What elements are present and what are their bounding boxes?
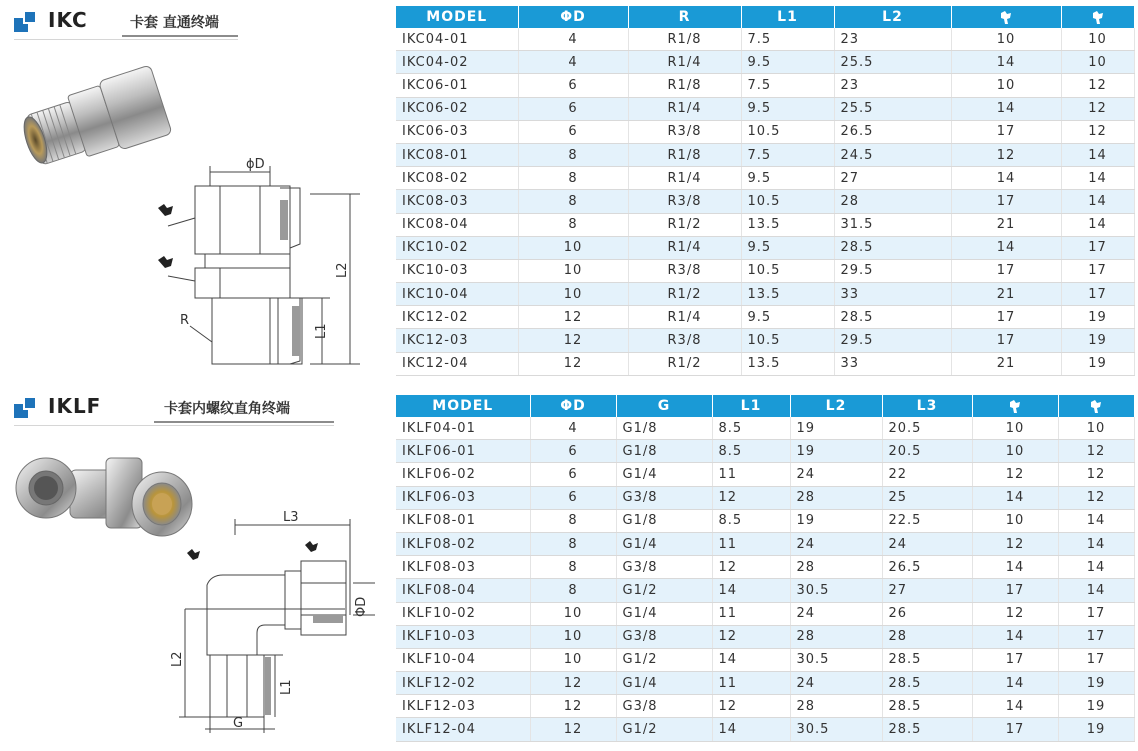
iklf-section-header	[14, 392, 334, 422]
table-cell: 12	[530, 672, 616, 695]
iklf-header-model: MODEL	[396, 395, 530, 417]
brand-square-icon	[14, 10, 36, 32]
table-cell: R3/8	[628, 190, 741, 213]
table-cell: 4	[518, 28, 628, 51]
table-row	[396, 532, 1134, 555]
table-cell: 24	[882, 532, 972, 555]
table-cell: 12	[1058, 440, 1134, 463]
iklf-l2-label: L2	[170, 651, 185, 667]
table-cell: 10	[518, 236, 628, 259]
table-cell: 19	[1061, 306, 1134, 329]
table-row	[396, 352, 1134, 375]
table-cell: 17	[972, 579, 1058, 602]
table-cell: 8	[518, 213, 628, 236]
table-cell: 10	[530, 648, 616, 671]
table-cell: 19	[790, 440, 882, 463]
table-cell: G3/8	[616, 625, 712, 648]
table-cell: 12	[518, 329, 628, 352]
table-cell: G1/4	[616, 532, 712, 555]
wrench-icon	[305, 541, 318, 552]
table-cell: 6	[530, 463, 616, 486]
table-row	[396, 463, 1134, 486]
table-cell: 14	[1061, 167, 1134, 190]
iklf-header-g: G	[616, 395, 712, 417]
table-cell: IKC08-01	[396, 143, 518, 166]
table-cell: 26.5	[834, 120, 951, 143]
table-cell: 14	[972, 556, 1058, 579]
table-cell: IKLF08-01	[396, 509, 530, 532]
table-cell: IKLF12-04	[396, 718, 530, 741]
table-cell: 10	[951, 28, 1061, 51]
table-row	[396, 236, 1134, 259]
table-cell: 10	[1058, 417, 1134, 440]
iklf-header-phid: ΦD	[530, 395, 616, 417]
table-cell: 19	[1058, 672, 1134, 695]
table-cell: 11	[712, 463, 790, 486]
table-cell: 10	[530, 625, 616, 648]
table-row	[396, 190, 1134, 213]
table-cell: G1/2	[616, 648, 712, 671]
table-cell: 11	[712, 602, 790, 625]
table-row	[396, 283, 1134, 306]
table-cell: 12	[712, 625, 790, 648]
table-cell: 8	[518, 190, 628, 213]
table-cell: 28	[790, 695, 882, 718]
table-cell: 26.5	[882, 556, 972, 579]
table-cell: 21	[951, 352, 1061, 375]
table-cell: 14	[951, 51, 1061, 74]
table-row	[396, 509, 1134, 532]
table-cell: 22.5	[882, 509, 972, 532]
table-cell: G1/4	[616, 602, 712, 625]
table-cell: 9.5	[741, 306, 834, 329]
table-cell: 14	[951, 236, 1061, 259]
table-cell: 10	[518, 259, 628, 282]
table-row	[396, 579, 1134, 602]
table-cell: G1/4	[616, 463, 712, 486]
iklf-spec-table	[396, 395, 1135, 742]
table-row	[396, 648, 1134, 671]
table-row	[396, 213, 1134, 236]
table-cell: 10.5	[741, 329, 834, 352]
table-cell: G1/8	[616, 440, 712, 463]
table-cell: 12	[530, 695, 616, 718]
table-cell: 24	[790, 602, 882, 625]
ikc-model-code: IKC	[48, 8, 88, 32]
table-cell: 10	[972, 440, 1058, 463]
table-cell: 14	[1058, 509, 1134, 532]
table-cell: IKLF06-03	[396, 486, 530, 509]
table-cell: 17	[1058, 602, 1134, 625]
wrench-icon	[1090, 9, 1106, 25]
table-cell: 24.5	[834, 143, 951, 166]
table-cell: 25.5	[834, 51, 951, 74]
table-row	[396, 602, 1134, 625]
table-cell: 14	[972, 695, 1058, 718]
table-cell: IKLF08-03	[396, 556, 530, 579]
table-cell: 14	[1061, 213, 1134, 236]
table-cell: 19	[1058, 695, 1134, 718]
table-row	[396, 74, 1134, 97]
table-cell: 12	[951, 143, 1061, 166]
ikc-spec-table	[396, 6, 1135, 376]
table-cell: 12	[530, 718, 616, 741]
table-cell: 28.5	[882, 718, 972, 741]
table-cell: 28.5	[882, 648, 972, 671]
table-cell: 12	[712, 695, 790, 718]
table-cell: 30.5	[790, 579, 882, 602]
wrench-icon	[1088, 398, 1104, 414]
table-cell: 25	[882, 486, 972, 509]
wrench-icon	[187, 549, 200, 560]
table-cell: 19	[1061, 329, 1134, 352]
table-cell: IKC12-03	[396, 329, 518, 352]
table-row	[396, 672, 1134, 695]
table-cell: 12	[518, 352, 628, 375]
table-cell: IKC08-02	[396, 167, 518, 190]
table-cell: R1/4	[628, 236, 741, 259]
table-cell: 12	[1061, 120, 1134, 143]
table-cell: 6	[530, 486, 616, 509]
table-cell: 8	[518, 143, 628, 166]
table-cell: G1/8	[616, 417, 712, 440]
table-cell: IKLF10-03	[396, 625, 530, 648]
table-cell: 9.5	[741, 167, 834, 190]
table-cell: IKC12-04	[396, 352, 518, 375]
table-row	[396, 167, 1134, 190]
table-row	[396, 556, 1134, 579]
table-cell: 8	[530, 556, 616, 579]
table-cell: 28.5	[882, 695, 972, 718]
wrench-icon	[1007, 398, 1023, 414]
table-cell: 17	[951, 329, 1061, 352]
table-cell: 4	[530, 417, 616, 440]
table-cell: 14	[972, 625, 1058, 648]
table-cell: 14	[712, 579, 790, 602]
ikc-header-r: R	[628, 6, 741, 28]
table-cell: 8	[518, 167, 628, 190]
table-cell: 9.5	[741, 97, 834, 120]
table-cell: 17	[951, 190, 1061, 213]
table-cell: 4	[518, 51, 628, 74]
table-cell: 8	[530, 509, 616, 532]
table-cell: 12	[972, 532, 1058, 555]
table-cell: 14	[951, 167, 1061, 190]
table-cell: R3/8	[628, 329, 741, 352]
ikc-header-l2: L2	[834, 6, 951, 28]
table-cell: 10.5	[741, 190, 834, 213]
table-cell: R1/8	[628, 74, 741, 97]
table-cell: 12	[972, 602, 1058, 625]
ikc-l1-label: L1	[314, 323, 329, 339]
table-cell: IKC04-02	[396, 51, 518, 74]
table-cell: 7.5	[741, 143, 834, 166]
table-cell: 28	[790, 625, 882, 648]
table-row	[396, 718, 1134, 741]
brand-square-icon	[14, 396, 36, 418]
table-cell: 10	[972, 509, 1058, 532]
table-cell: R1/4	[628, 97, 741, 120]
table-cell: 22	[882, 463, 972, 486]
ikc-header-phid: ΦD	[518, 6, 628, 28]
table-cell: 10	[1061, 28, 1134, 51]
table-cell: 8	[530, 579, 616, 602]
table-cell: 27	[882, 579, 972, 602]
table-cell: R1/8	[628, 28, 741, 51]
table-cell: R1/2	[628, 352, 741, 375]
table-cell: 14	[712, 718, 790, 741]
table-cell: IKLF12-03	[396, 695, 530, 718]
table-cell: 20.5	[882, 417, 972, 440]
iklf-header-wrench-1	[972, 395, 1058, 417]
table-row	[396, 51, 1134, 74]
table-cell: 12	[1058, 463, 1134, 486]
ikc-header-wrench-2	[1061, 6, 1134, 28]
table-cell: IKC06-02	[396, 97, 518, 120]
table-cell: 8.5	[712, 417, 790, 440]
table-cell: IKLF08-04	[396, 579, 530, 602]
table-cell: 8	[530, 532, 616, 555]
table-cell: 17	[1058, 648, 1134, 671]
table-cell: 26	[882, 602, 972, 625]
iklf-title: 卡套内螺纹直角终端	[164, 401, 290, 417]
table-cell: 14	[1061, 143, 1134, 166]
table-row	[396, 259, 1134, 282]
iklf-model-code: IKLF	[48, 394, 102, 418]
table-cell: 21	[951, 283, 1061, 306]
wrench-icon	[158, 204, 173, 216]
table-cell: 23	[834, 74, 951, 97]
table-row	[396, 120, 1134, 143]
table-cell: 29.5	[834, 259, 951, 282]
table-cell: 17	[951, 259, 1061, 282]
table-cell: 24	[790, 672, 882, 695]
table-cell: 10	[518, 283, 628, 306]
table-cell: 13.5	[741, 283, 834, 306]
table-cell: 28	[834, 190, 951, 213]
iklf-header-l1: L1	[712, 395, 790, 417]
table-cell: 30.5	[790, 718, 882, 741]
table-cell: 17	[972, 718, 1058, 741]
iklf-header-l3: L3	[882, 395, 972, 417]
table-cell: G1/2	[616, 718, 712, 741]
table-cell: 20.5	[882, 440, 972, 463]
table-cell: 14	[1058, 579, 1134, 602]
table-cell: R1/4	[628, 51, 741, 74]
table-cell: IKC08-03	[396, 190, 518, 213]
table-cell: 14	[712, 648, 790, 671]
table-cell: 9.5	[741, 51, 834, 74]
table-cell: G1/8	[616, 509, 712, 532]
table-cell: 14	[1061, 190, 1134, 213]
table-cell: 17	[951, 306, 1061, 329]
table-cell: 12	[712, 486, 790, 509]
table-cell: 19	[790, 509, 882, 532]
table-cell: 10	[1061, 51, 1134, 74]
wrench-icon	[998, 9, 1014, 25]
table-cell: IKLF06-01	[396, 440, 530, 463]
table-cell: 17	[951, 120, 1061, 143]
table-cell: 33	[834, 352, 951, 375]
iklf-phid-label: ΦD	[354, 596, 369, 617]
table-cell: 29.5	[834, 329, 951, 352]
iklf-l1-label: L1	[279, 679, 294, 695]
table-cell: 12	[1061, 97, 1134, 120]
table-cell: 30.5	[790, 648, 882, 671]
table-cell: 17	[972, 648, 1058, 671]
table-cell: G1/2	[616, 579, 712, 602]
table-row	[396, 329, 1134, 352]
table-cell: IKC06-03	[396, 120, 518, 143]
table-cell: IKC10-04	[396, 283, 518, 306]
table-row	[396, 625, 1134, 648]
table-cell: IKC04-01	[396, 28, 518, 51]
table-cell: 19	[790, 417, 882, 440]
table-cell: 33	[834, 283, 951, 306]
table-cell: R3/8	[628, 259, 741, 282]
table-cell: R1/2	[628, 283, 741, 306]
iklf-g-label: G	[233, 716, 244, 731]
table-cell: IKLF10-02	[396, 602, 530, 625]
table-cell: 14	[1058, 532, 1134, 555]
table-cell: 17	[1061, 236, 1134, 259]
ikc-title: 卡套 直通终端	[130, 15, 219, 31]
iklf-header-l2: L2	[790, 395, 882, 417]
table-cell: 28	[882, 625, 972, 648]
table-cell: R1/2	[628, 213, 741, 236]
table-cell: 12	[1058, 486, 1134, 509]
table-row	[396, 28, 1134, 51]
table-cell: 19	[1061, 352, 1134, 375]
table-cell: 9.5	[741, 236, 834, 259]
table-cell: R1/4	[628, 306, 741, 329]
table-cell: 27	[834, 167, 951, 190]
table-cell: 28	[790, 556, 882, 579]
table-cell: 10.5	[741, 120, 834, 143]
table-cell: 24	[790, 532, 882, 555]
table-cell: IKLF08-02	[396, 532, 530, 555]
table-cell: R1/4	[628, 167, 741, 190]
table-cell: 10	[972, 417, 1058, 440]
table-cell: IKC08-04	[396, 213, 518, 236]
table-row	[396, 440, 1134, 463]
table-cell: 7.5	[741, 28, 834, 51]
ikc-l2-label: L2	[335, 262, 350, 278]
iklf-technical-drawing	[165, 505, 380, 745]
table-cell: 25.5	[834, 97, 951, 120]
table-cell: 19	[1058, 718, 1134, 741]
table-cell: 17	[1058, 625, 1134, 648]
table-cell: 21	[951, 213, 1061, 236]
ikc-header-wrench-1	[951, 6, 1061, 28]
table-cell: 6	[518, 74, 628, 97]
table-cell: 6	[518, 97, 628, 120]
table-cell: IKC10-03	[396, 259, 518, 282]
table-cell: 11	[712, 532, 790, 555]
table-cell: 14	[972, 672, 1058, 695]
iklf-l3-label: L3	[283, 510, 299, 525]
table-cell: 17	[1061, 283, 1134, 306]
ikc-header-model: MODEL	[396, 6, 518, 28]
table-cell: G3/8	[616, 556, 712, 579]
table-cell: 6	[518, 120, 628, 143]
table-cell: 10	[951, 74, 1061, 97]
table-row	[396, 97, 1134, 120]
table-cell: G3/8	[616, 695, 712, 718]
table-cell: 14	[1058, 556, 1134, 579]
table-cell: 23	[834, 28, 951, 51]
table-cell: IKC10-02	[396, 236, 518, 259]
ikc-header-l1: L1	[741, 6, 834, 28]
table-cell: 6	[530, 440, 616, 463]
table-cell: 12	[972, 463, 1058, 486]
table-cell: 14	[951, 97, 1061, 120]
wrench-icon	[158, 256, 173, 268]
ikc-section-header	[14, 6, 334, 36]
table-row	[396, 486, 1134, 509]
table-cell: 28	[790, 486, 882, 509]
table-row	[396, 417, 1134, 440]
table-cell: 8.5	[712, 509, 790, 532]
ikc-r-label: R	[180, 313, 190, 328]
table-cell: IKC06-01	[396, 74, 518, 97]
table-cell: 28.5	[834, 236, 951, 259]
table-cell: G3/8	[616, 486, 712, 509]
table-cell: 10.5	[741, 259, 834, 282]
table-row	[396, 695, 1134, 718]
table-cell: 17	[1061, 259, 1134, 282]
table-cell: IKLF04-01	[396, 417, 530, 440]
iklf-header-wrench-2	[1058, 395, 1134, 417]
table-cell: 14	[972, 486, 1058, 509]
table-cell: 28.5	[834, 306, 951, 329]
ikc-phid-label: ϕD	[246, 157, 265, 172]
table-cell: 8.5	[712, 440, 790, 463]
table-cell: 7.5	[741, 74, 834, 97]
table-row	[396, 143, 1134, 166]
table-cell: G1/4	[616, 672, 712, 695]
table-cell: 13.5	[741, 213, 834, 236]
table-cell: 28.5	[882, 672, 972, 695]
table-cell: 31.5	[834, 213, 951, 236]
table-cell: 24	[790, 463, 882, 486]
table-cell: 12	[1061, 74, 1134, 97]
table-cell: 12	[518, 306, 628, 329]
table-cell: R1/8	[628, 143, 741, 166]
table-cell: IKLF12-02	[396, 672, 530, 695]
table-cell: IKC12-02	[396, 306, 518, 329]
table-row	[396, 306, 1134, 329]
table-cell: 12	[712, 556, 790, 579]
ikc-technical-drawing	[150, 156, 365, 378]
table-cell: 10	[530, 602, 616, 625]
table-cell: 11	[712, 672, 790, 695]
table-cell: 13.5	[741, 352, 834, 375]
table-cell: IKLF10-04	[396, 648, 530, 671]
table-cell: R3/8	[628, 120, 741, 143]
table-cell: IKLF06-02	[396, 463, 530, 486]
